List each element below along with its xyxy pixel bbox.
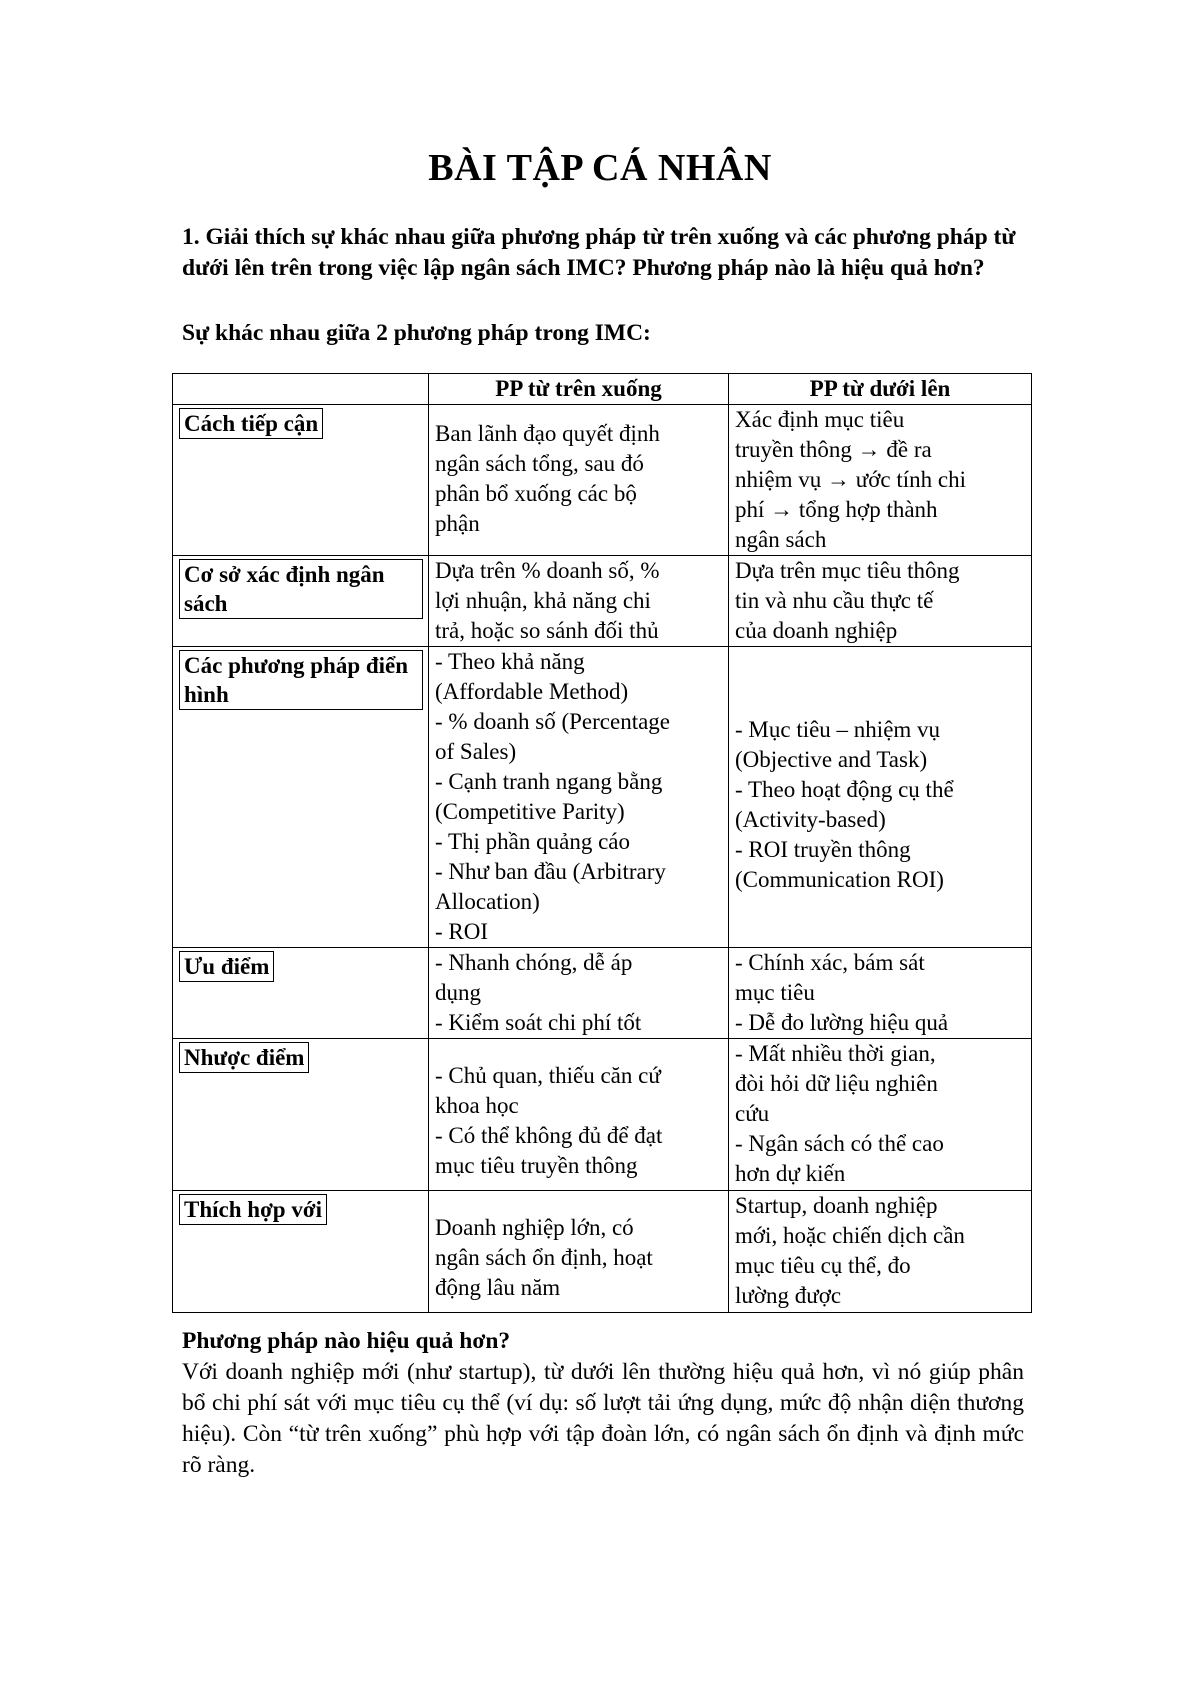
cell-top-down: - Chủ quan, thiếu căn cứ khoa học - Có thể không đủ để đạt mục tiêu truyền thông — [429, 1039, 729, 1191]
table-row — [173, 647, 1032, 948]
conclusion-heading: Phương pháp nào hiệu quả hơn? — [182, 1328, 511, 1354]
header-top-down: PP từ trên xuống — [429, 374, 729, 405]
cell-bottom-up: Dựa trên mục tiêu thông tin và nhu cầu thực tế của doanh nghiệp — [729, 556, 1032, 647]
row-label-cell — [173, 1191, 429, 1313]
table-row — [173, 405, 1032, 556]
comparison-table — [172, 373, 1032, 1313]
table-row — [173, 556, 1032, 647]
row-label-cell — [173, 556, 429, 647]
row-label-suitable-for: Thích hợp với — [179, 1194, 327, 1225]
table-row — [173, 1039, 1032, 1191]
table-header-row — [173, 374, 1032, 405]
row-label-cell — [173, 405, 429, 556]
row-label-budget-basis: Cơ sở xác định ngân sách — [179, 559, 423, 619]
table-row — [173, 1191, 1032, 1313]
table-row — [173, 948, 1032, 1039]
header-empty-cell — [173, 374, 429, 405]
cell-top-down: - Theo khả năng (Affordable Method) - % doanh số (Percentage of Sales) - Cạnh tranh ngang bằng (Competitive Parity) - Thị phần quảng cáo - Như ban đầu (Arbitrary Allocation) - ROI — [429, 647, 729, 948]
table-intro-heading: Sự khác nhau giữa 2 phương pháp trong IMC: — [182, 320, 651, 346]
cell-top-down: Ban lãnh đạo quyết định ngân sách tổng, sau đó phân bổ xuống các bộ phận — [429, 405, 729, 556]
cell-top-down: Doanh nghiệp lớn, có ngân sách ổn định, hoạt động lâu năm — [429, 1191, 729, 1313]
question-text: 1. Giải thích sự khác nhau giữa phương pháp từ trên xuống và các phương pháp từ dưới lên trên trong việc lập ngân sách IMC? Phương pháp nào là hiệu quả hơn? — [182, 224, 1016, 281]
cell-bottom-up: - Mục tiêu – nhiệm vụ (Objective and Task) - Theo hoạt động cụ thể (Activity-based) - ROI truyền thông (Communication ROI) — [729, 647, 1032, 948]
cell-top-down: Dựa trên % doanh số, % lợi nhuận, khả năng chi trả, hoặc so sánh đối thủ — [429, 556, 729, 647]
row-label-cell — [173, 948, 429, 1039]
row-label-approach: Cách tiếp cận — [179, 408, 323, 439]
cell-top-down: - Nhanh chóng, dễ áp dụng - Kiểm soát chi phí tốt — [429, 948, 729, 1039]
cell-bottom-up: Xác định mục tiêu truyền thông → đề ra nhiệm vụ → ước tính chi phí → tổng hợp thành ngân sách — [729, 405, 1032, 556]
row-label-disadvantages: Nhược điểm — [179, 1042, 309, 1073]
header-bottom-up: PP từ dưới lên — [729, 374, 1032, 405]
conclusion-paragraph: Với doanh nghiệp mới (như startup), từ dưới lên thường hiệu quả hơn, vì nó giúp phân bổ chi phí sát với mục tiêu cụ thể (ví dụ: số lượt tải ứng dụng, mức độ nhận diện thương hiệu). Còn “từ trên xuống” phù hợp với tập đoàn lớn, có ngân sách ổn định và định mức rõ ràng. — [182, 1359, 1024, 1478]
row-label-cell — [173, 1039, 429, 1191]
cell-bottom-up: Startup, doanh nghiệp mới, hoặc chiến dịch cần mục tiêu cụ thể, đo lường được — [729, 1191, 1032, 1313]
page-title: BÀI TẬP CÁ NHÂN — [428, 147, 772, 189]
row-label-typical-methods: Các phương pháp điển hình — [179, 650, 423, 710]
cell-bottom-up: - Mất nhiều thời gian, đòi hỏi dữ liệu nghiên cứu - Ngân sách có thể cao hơn dự kiến — [729, 1039, 1032, 1191]
row-label-cell — [173, 647, 429, 948]
row-label-advantages: Ưu điểm — [179, 951, 274, 982]
cell-bottom-up: - Chính xác, bám sát mục tiêu - Dễ đo lường hiệu quả — [729, 948, 1032, 1039]
